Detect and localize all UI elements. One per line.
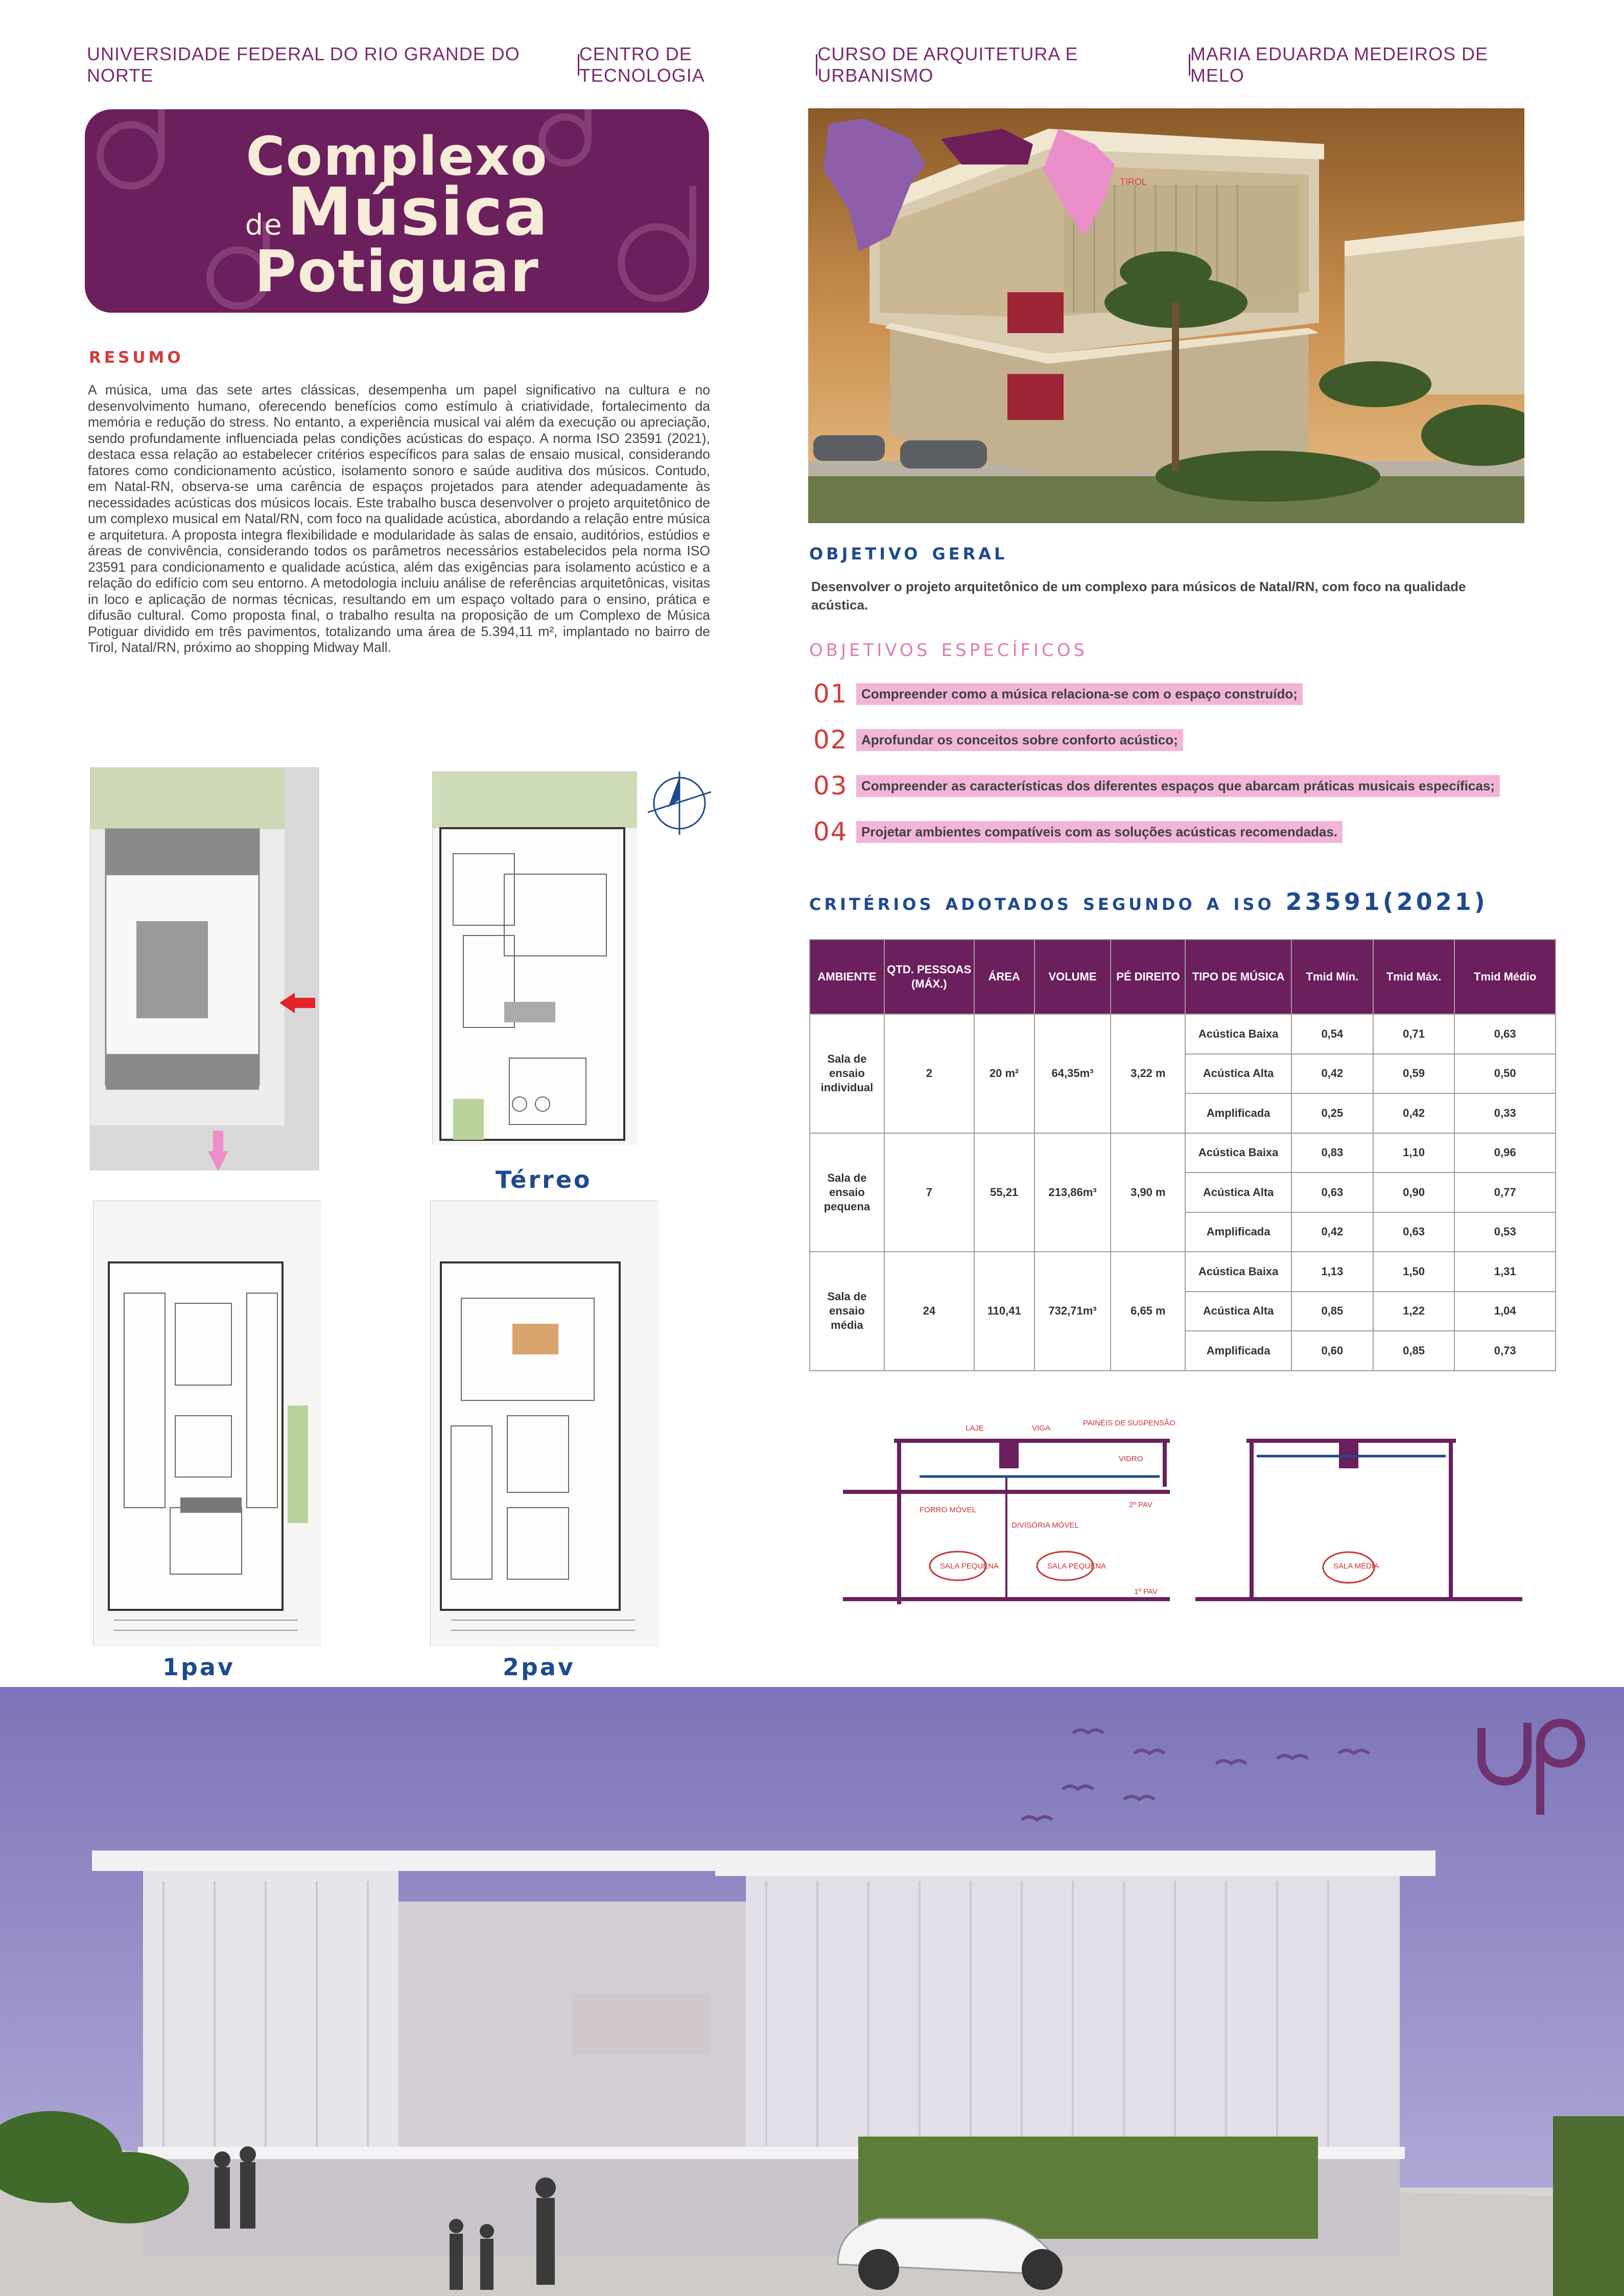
cell-tmed: 1,31 (1454, 1252, 1556, 1292)
title-line-1: Complexo (246, 125, 548, 188)
sketch-label-forro: FORRO MÓVEL (920, 1506, 976, 1514)
col-qtd: QTD. PESSOAS (MÁX.) (884, 940, 974, 1014)
cell-volume: 64,35m³ (1034, 1014, 1111, 1133)
cell-tmin: 1,13 (1291, 1252, 1373, 1292)
cell-tipo: Acústica Alta (1185, 1292, 1291, 1331)
criteria-table (809, 939, 1556, 1371)
project-title (85, 125, 709, 305)
objetivo-geral-text: Desenvolver o projeto arquitetônico de um complexo para músicos de Natal/RN, com foco na qualidade acústica. (811, 579, 1466, 613)
cell-tipo: Acústica Baixa (1185, 1014, 1291, 1054)
pav1-label: 1pav (162, 1653, 235, 1681)
objective-number: 02 (813, 725, 848, 755)
pav1-plan (93, 1201, 321, 1646)
cell-ambiente: Sala de ensaio pequena (810, 1133, 884, 1252)
cell-area: 110,41 (974, 1252, 1034, 1371)
pav2-plan (430, 1201, 658, 1646)
header-course: CURSO DE ARQUITETURA E URBANISMO (817, 43, 1078, 86)
objective-item (813, 678, 1303, 709)
title-line-3: Potiguar (254, 239, 539, 305)
table-row (810, 1252, 1556, 1292)
title-de: de (245, 208, 283, 242)
header-university: UNIVERSIDADE FEDERAL DO RIO GRANDE DO NORTE (87, 43, 520, 86)
cell-tmed: 0,50 (1454, 1054, 1556, 1094)
col-tipo-musica: TIPO DE MÚSICA (1185, 940, 1291, 1014)
sketch-label-2pav: 2º PAV (1129, 1501, 1152, 1509)
objective-item (813, 816, 1343, 847)
cell-tmax: 0,90 (1373, 1173, 1455, 1212)
col-tmid-medio: Tmid Médio (1454, 940, 1556, 1014)
objetivo-geral-heading: objetivo geral (809, 537, 1008, 565)
objective-label: Compreender como a música relaciona-se com o espaço construído; (856, 683, 1303, 705)
col-area: ÁREA (974, 940, 1034, 1014)
cell-tmax: 1,50 (1373, 1252, 1455, 1292)
hero-render (808, 108, 1524, 523)
cell-area: 55,21 (974, 1133, 1034, 1252)
cell-area: 20 m² (974, 1014, 1034, 1133)
sketch-label-1pav: 1º PAV (1134, 1587, 1158, 1596)
section-sketch-left (843, 1410, 1180, 1625)
cell-tipo: Acústica Alta (1185, 1173, 1291, 1212)
cell-tmin: 0,63 (1291, 1173, 1373, 1212)
cell-volume: 732,71m³ (1034, 1252, 1111, 1371)
site-plan (90, 767, 319, 1170)
cell-tmax: 0,42 (1373, 1093, 1455, 1133)
cell-tmin: 0,85 (1291, 1292, 1373, 1331)
header (87, 43, 1538, 86)
header-author: MARIA EDUARDA MEDEIROS DE MELO (1190, 43, 1489, 86)
north-arrow-icon (648, 771, 711, 835)
building-render-image (808, 108, 1524, 523)
terreo-label: Térreo (496, 1166, 592, 1193)
sketch-label-divisoria: DIVISÓRIA MÓVEL (1011, 1521, 1079, 1530)
cell-tipo: Acústica Baixa (1185, 1252, 1291, 1292)
sketch-label-sala-pequena-2: SALA PEQUENA (1047, 1562, 1107, 1571)
sketch-label-laje: LAJE (966, 1424, 984, 1433)
cell-qtd: 2 (884, 1014, 974, 1133)
cell-tmin: 0,25 (1291, 1093, 1373, 1133)
objective-number: 03 (813, 771, 848, 801)
cell-tmed: 0,63 (1454, 1014, 1556, 1054)
sketch-label-paineis: PAINÉIS DE SUSPENSÃO (1083, 1419, 1175, 1427)
resumo-text: A música, uma das sete artes clássicas, desempenha um papel significativo na cultura e no desenvolvimento humano, oferecendo benefícios como estímulo à criatividade, fortalecimento da memória e redução do stress. No entanto, a experiência musical vai além da execução ou apreciação, sendo profundamente influenciada pelas condições acústicas do espaço. A norma ISO 23591 (2021), destaca essa relação ao estabelecer critérios específicos para salas de ensaio musical, considerando fatores como condicionamento acústico, isolamento sonoro e saúde auditiva dos músicos. Contudo, em Natal-RN, observa-se uma carência de espaços projetados para atender adequadamente às necessidades acústicas dos músicos locais. Este trabalho busca desenvolver o projeto arquitetônico de um complexo musical em Natal/RN, com foco na qualidade acústica, abordando a relação entre música e arquitetura. A proposta integra flexibilidade e modularidade às salas de ensaio, auditórios, estúdios e áreas de convivência, considerando todos os parâmetros necessários estabelecidos pela norma ISO 23591 para condicionamento e qualidade acústica, além das exigências para isolamento acústico e a relação do edifício com seu entorno. A metodologia incluiu análise de referências arquitetônicas, visitas in loco e aplicação de normas técnicas, resultando em um espaço voltado para o ensino, prática e difusão cultural. Como proposta final, o trabalho resulta na proposição de um Complexo de Música Potiguar dividido em três pavimentos, totalizando uma área de 5.394,11 m², implantado no bairro de Tirol, Natal/RN, próximo ao shopping Midway Mall. (88, 382, 710, 655)
objective-number: 04 (813, 817, 848, 847)
sketch-label-sala-media: SALA MÉDIA (1333, 1562, 1379, 1571)
table-header-row (810, 940, 1556, 1014)
cell-tipo: Acústica Alta (1185, 1054, 1291, 1094)
cell-tmax: 0,71 (1373, 1014, 1455, 1054)
cell-tmax: 0,85 (1373, 1331, 1455, 1371)
objective-item (813, 770, 1500, 801)
cell-pe-direito: 3,22 m (1111, 1014, 1185, 1133)
cell-ambiente: Sala de ensaio individual (810, 1014, 884, 1133)
cell-tmax: 1,22 (1373, 1292, 1455, 1331)
col-ambiente: AMBIENTE (810, 940, 884, 1014)
cell-tmed: 0,96 (1454, 1133, 1556, 1173)
cell-tmed: 0,33 (1454, 1093, 1556, 1133)
pav2-label: 2pav (503, 1653, 575, 1681)
objective-label: Compreender as características dos diferentes espaços que abarcam práticas musicais específicas; (856, 775, 1500, 797)
cell-tmin: 0,60 (1291, 1331, 1373, 1371)
cell-tmax: 0,63 (1373, 1212, 1455, 1252)
title-card (85, 109, 709, 313)
terreo-plan (432, 771, 637, 1144)
map-label-tirol: TIROL (1120, 177, 1147, 187)
section-sketch-right (1195, 1431, 1522, 1604)
objective-label: Projetar ambientes compatíveis com as soluções acústicas recomendadas. (856, 821, 1343, 843)
cell-tmed: 1,04 (1454, 1292, 1556, 1331)
cell-tmin: 0,42 (1291, 1054, 1373, 1094)
header-center: CENTRO DE TECNOLOGIA (579, 43, 705, 86)
cell-tmax: 0,59 (1373, 1054, 1455, 1094)
cell-tipo: Amplificada (1185, 1212, 1291, 1252)
col-pe-direito: PÉ DIREITO (1111, 940, 1185, 1014)
resumo-heading: resumo (89, 342, 184, 368)
sketch-label-viga: VIGA (1032, 1424, 1050, 1433)
cell-volume: 213,86m³ (1034, 1133, 1111, 1252)
cell-tmed: 0,73 (1454, 1331, 1556, 1371)
objective-number: 01 (813, 679, 848, 709)
criterios-heading: critérios adotados segundo a iso 23591(2021) (809, 888, 1488, 916)
cell-pe-direito: 3,90 m (1111, 1133, 1185, 1252)
cell-tmin: 0,42 (1291, 1212, 1373, 1252)
cell-qtd: 7 (884, 1133, 974, 1252)
col-volume: VOLUME (1034, 940, 1111, 1014)
sketch-label-vidro: VIDRO (1119, 1455, 1143, 1463)
cell-tmed: 0,77 (1454, 1173, 1556, 1212)
cell-tipo: Acústica Baixa (1185, 1133, 1291, 1173)
cell-pe-direito: 6,65 m (1111, 1252, 1185, 1371)
table-row (810, 1014, 1556, 1054)
cell-tipo: Amplificada (1185, 1331, 1291, 1371)
cell-qtd: 24 (884, 1252, 974, 1371)
cell-tmin: 0,83 (1291, 1133, 1373, 1173)
cell-ambiente: Sala de ensaio média (810, 1252, 884, 1371)
table-row (810, 1133, 1556, 1173)
col-tmid-max: Tmid Máx. (1373, 940, 1455, 1014)
facade-render-image (0, 1687, 1624, 2296)
cell-tmed: 0,53 (1454, 1212, 1556, 1252)
objective-label: Aprofundar os conceitos sobre conforto acústico; (856, 729, 1183, 751)
cell-tmax: 1,10 (1373, 1133, 1455, 1173)
cell-tmin: 0,54 (1291, 1014, 1373, 1054)
title-line-2: Música (287, 174, 549, 250)
objective-item (813, 724, 1183, 755)
cell-tipo: Amplificada (1185, 1093, 1291, 1133)
sketch-label-sala-pequena-1: SALA PEQUENA (940, 1562, 999, 1571)
col-tmid-min: Tmid Mín. (1291, 940, 1373, 1014)
facade-render (0, 1687, 1624, 2296)
objetivos-especificos-heading: objetivos específicos (809, 634, 1088, 662)
